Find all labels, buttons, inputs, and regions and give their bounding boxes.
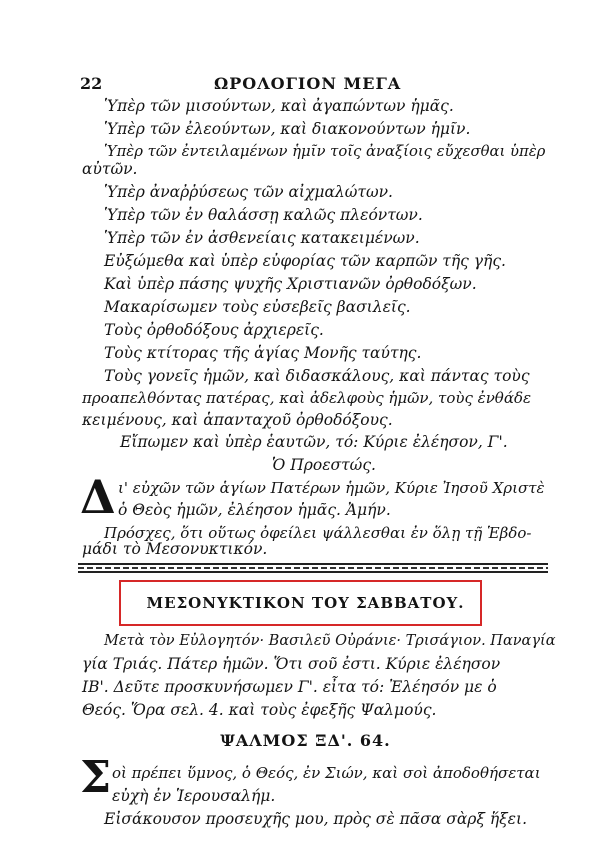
prayer-line: ὁ Θεὸς ἡμῶν, ἐλέησον ἡμᾶς. Ἀμήν. (118, 501, 391, 519)
psalm-line: οὶ πρέπει ὕμνος, ὁ Θεός, ἐν Σιών, καὶ σοὶ ἀποδοθήσεται (112, 764, 541, 782)
proestos-heading: Ὁ Προεστώς. (272, 456, 376, 474)
petition-line: κειμένους, καὶ ἁπανταχοῦ ὀρθοδόξους. (82, 411, 393, 429)
petition-line: Μακαρίσωμεν τοὺς εὐσεβεῖς βασιλεῖς. (104, 298, 411, 316)
page-number: 22 (80, 74, 103, 93)
section-title: ΜΕΣΟΝΥΚΤΙΚΟΝ ΤΟΥ ΣΑΒΒΑΤΟΥ. (146, 594, 465, 612)
rubric-line: γία Τριάς. Πάτερ ἡμῶν. Ὅτι σοῦ ἐστι. Κύριε ἐλέησον (82, 655, 501, 673)
petition-line: Καὶ ὑπὲρ πάσης ψυχῆς Χριστιανῶν ὀρθοδόξων. (104, 275, 477, 293)
prayer-dropcap: Δ (80, 470, 116, 524)
rubric-line: ΙΒ'. Δεῦτε προσκυνήσωμεν Γ'. εἶτα τό: Ἐλέησόν με ὁ (82, 678, 497, 696)
petition-line: Τοὺς κτίτορας τῆς ἁγίας Μονῆς ταύτης. (104, 344, 422, 362)
rubric-line: Θεός. Ὅρα σελ. 4. καὶ τοὺς ἐφεξῆς Ψαλμούς. (82, 701, 437, 719)
psalm-line: εὐχὴ ἐν Ἱερουσαλήμ. (112, 787, 276, 805)
petition-line: Ὑπὲρ τῶν ἐλεούντων, καὶ διακονούντων ἡμῖν. (104, 120, 471, 138)
petition-line: Εὐξώμεθα καὶ ὑπὲρ εὐφορίας τῶν καρπῶν τῆς γῆς. (104, 252, 506, 270)
petition-line: Ὑπὲρ τῶν μισούντων, καὶ ἀγαπώντων ἡμᾶς. (104, 97, 454, 115)
petition-line: Εἴπωμεν καὶ ὑπὲρ ἑαυτῶν, τό: Κύριε ἐλέησον, Γ'. (120, 433, 508, 451)
note-line: μάδι τὸ Μεσονυκτικόν. (82, 540, 268, 558)
petition-line: Τοὺς γονεῖς ἡμῶν, καὶ διδασκάλους, καὶ πάντας τοὺς (104, 367, 530, 385)
petition-line: Ὑπὲρ τῶν ἐντειλαμένων ἡμῖν τοῖς ἀναξίοις εὔχεσθαι ὑπὲρ (104, 143, 546, 160)
prayer-line: ι' εὐχῶν τῶν ἁγίων Πατέρων ἡμῶν, Κύριε Ἰησοῦ Χριστὲ (118, 479, 545, 497)
petition-line: αὐτῶν. (82, 160, 138, 178)
ornament-pattern (78, 567, 548, 569)
rubric-line: Μετὰ τὸν Εὐλογητόν· Βασιλεῦ Οὐράνιε· Τρισάγιον. Παναγία (104, 633, 556, 649)
petition-line: Ὑπὲρ τῶν ἐν ἀσθενείαις κατακειμένων. (104, 229, 420, 247)
psalm-line: Εἰσάκουσον προσευχῆς μου, πρὸς σὲ πᾶσα σὰρξ ἥξει. (104, 810, 528, 828)
psalm-title: ΨΑΛΜΟΣ ΞΔ'. 64. (220, 731, 391, 750)
ornamental-rule (78, 563, 548, 573)
petition-line: Ὑπὲρ ἀναῤῥύσεως τῶν αἰχμαλώτων. (104, 183, 393, 201)
petition-line: Ὑπὲρ τῶν ἐν θαλάσσῃ καλῶς πλεόντων. (104, 206, 423, 224)
running-title: ΩΡΟΛΟΓΙΟΝ ΜΕΓΑ (214, 74, 402, 93)
petition-line: Τοὺς ὀρθοδόξους ἀρχιερεῖς. (104, 321, 324, 339)
note-line: Πρόσχες, ὅτι οὕτως ὀφείλει ψάλλεσθαι ἐν ὅλῃ τῇ Ἑβδο- (104, 524, 532, 542)
petition-line: προαπελθόντας πατέρας, καὶ ἀδελφοὺς ἡμῶν, τοὺς ἐνθάδε (82, 389, 532, 407)
psalm-dropcap: Σ (80, 752, 112, 803)
